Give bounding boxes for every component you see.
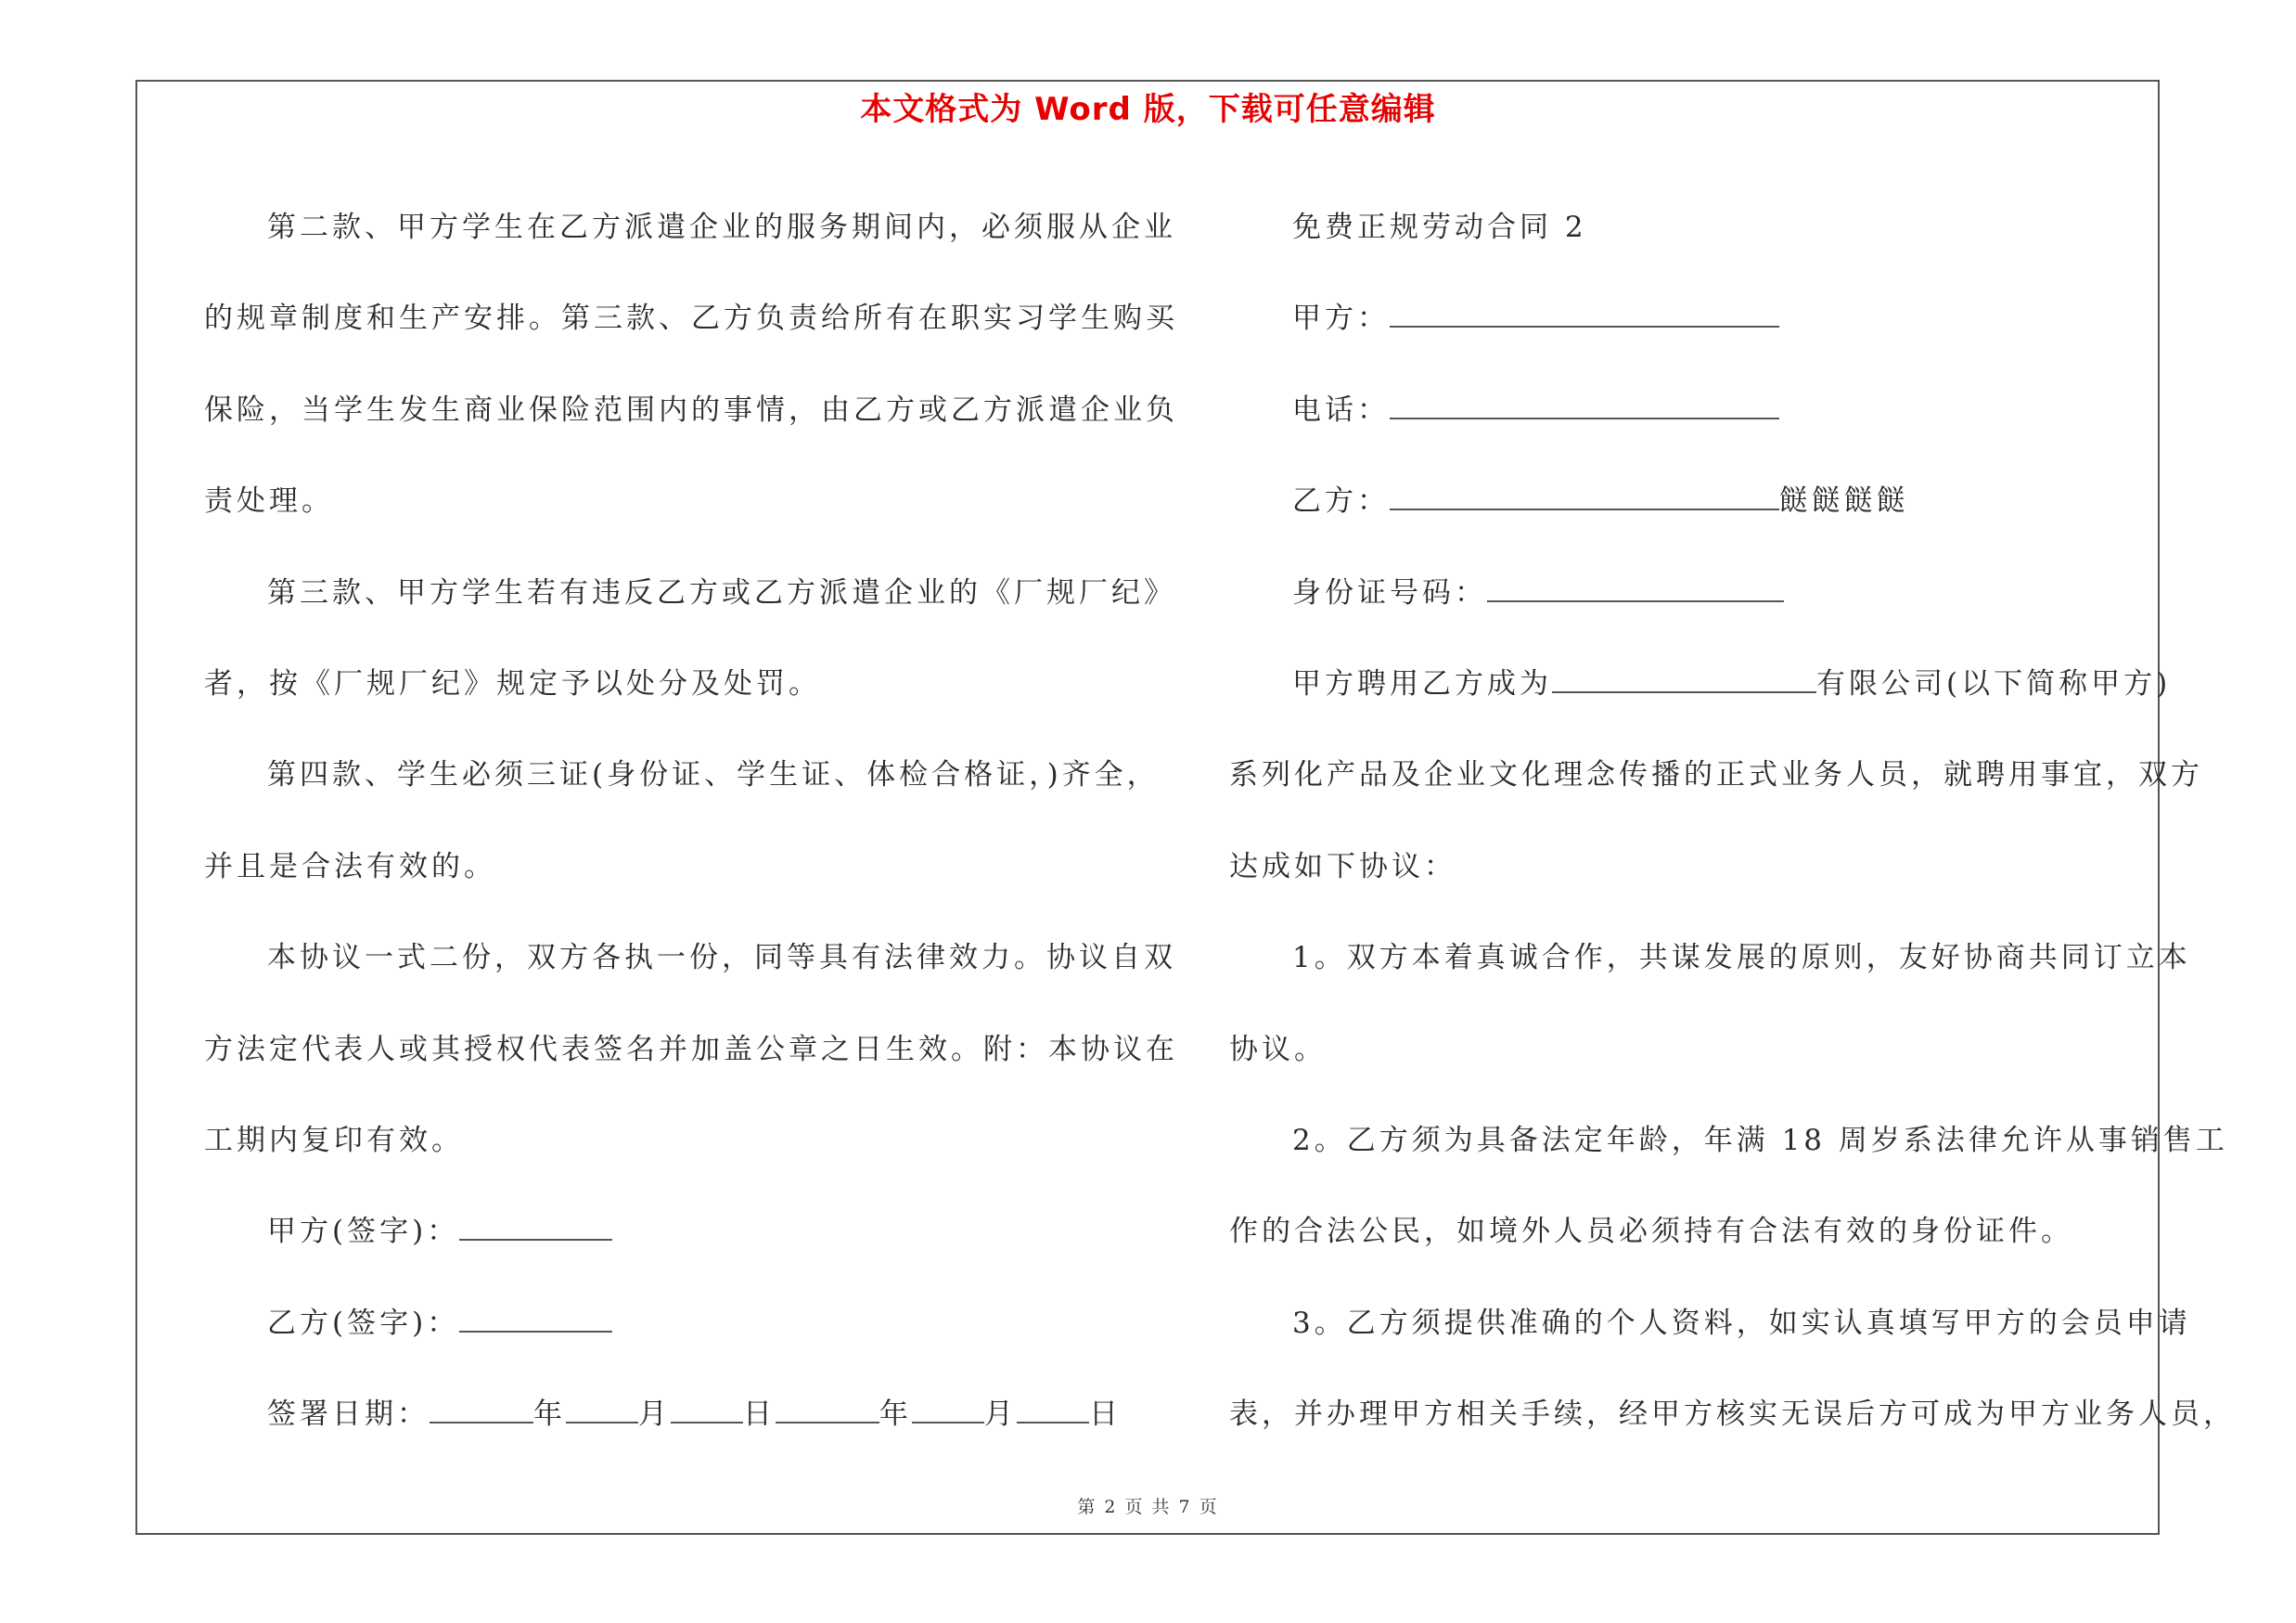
- page-number: 第 2 页 共 7 页: [1077, 1497, 1219, 1517]
- signature-party-b-row: [204, 1278, 1150, 1369]
- date-month-unit: 月: [984, 1398, 1017, 1432]
- date-year-blank: [430, 1403, 533, 1423]
- date-day-unit: 日: [743, 1398, 776, 1432]
- phone-blank: [1390, 399, 1779, 419]
- text-line: 第三款、甲方学生若有违反乙方或乙方派遣企业的《厂规厂纪》: [267, 575, 1176, 610]
- date-month-unit: 月: [638, 1398, 671, 1432]
- party-b-blank: [1390, 490, 1779, 510]
- hire-row: [1229, 638, 2172, 729]
- text-line: 表，并办理甲方相关手续，经甲方核实无误后方可成为甲方业务人员，: [1229, 1398, 2236, 1432]
- text-line: 作的合法公民，如境外人员必须持有合法有效的身份证件。: [1229, 1215, 2073, 1249]
- date-day-unit: 日: [1089, 1398, 1122, 1432]
- text-line: 第二款、甲方学生在乙方派遣企业的服务期间内，必须服从企业: [267, 211, 1176, 244]
- party-b-label: 乙方：: [1292, 484, 1390, 519]
- text-line: 协议。: [1229, 1032, 1327, 1066]
- hire-prefix: 甲方聘用乙方成为: [1292, 667, 1552, 702]
- signature-party-a-blank: [459, 1220, 612, 1241]
- text-line: 达成如下协议：: [1229, 849, 1456, 883]
- signature-party-a-row: [204, 1186, 1150, 1277]
- right-column: [1229, 182, 2236, 1461]
- text-line: 者，按《厂规厂纪》规定予以处分及处罚。: [204, 667, 821, 702]
- date-year-unit: 年: [879, 1398, 912, 1432]
- phone-label: 电话：: [1292, 393, 1390, 427]
- date-month-blank: [566, 1403, 638, 1423]
- text-line: 1。双方本着真诚合作，共谋发展的原则，友好协商共同订立本: [1292, 941, 2191, 975]
- party-b-suffix: 餸餸餸餸: [1779, 484, 1909, 519]
- phone-row: [1229, 365, 2157, 456]
- party-a-blank: [1390, 307, 1779, 328]
- id-number-row: [1229, 547, 2157, 638]
- text-line: 保险，当学生发生商业保险范围内的事情，由乙方或乙方派遣企业负: [204, 393, 1178, 427]
- text-line: 2。乙方须为具备法定年龄，年满 18 周岁系法律允许从事销售工: [1292, 1124, 2228, 1158]
- text-line: 3。乙方须提供准确的个人资料，如实认真填写甲方的会员申请: [1292, 1306, 2191, 1340]
- signature-party-b-blank: [459, 1312, 612, 1333]
- date-year-unit: 年: [533, 1398, 566, 1432]
- contract-title: 免费正规劳动合同 2: [1292, 211, 1587, 244]
- id-number-blank: [1487, 582, 1784, 602]
- company-name-blank: [1552, 673, 1816, 693]
- text-line: 并且是合法有效的。: [204, 849, 496, 883]
- text-line: 工期内复印有效。: [204, 1124, 464, 1158]
- banner-notice: 本文格式为 Word 版，下载可任意编辑: [860, 91, 1436, 128]
- date-month-blank: [912, 1403, 984, 1423]
- signature-party-a-label: 甲方(签字)：: [267, 1215, 460, 1249]
- date-year-blank: [776, 1403, 879, 1423]
- hire-suffix: 有限公司(以下简称甲方): [1816, 667, 2172, 702]
- left-column: [204, 182, 1178, 1461]
- text-line: 系列化产品及企业文化理念传播的正式业务人员，就聘用事宜，双方: [1229, 758, 2203, 792]
- text-line: 方法定代表人或其授权代表签名并加盖公章之日生效。附：本协议在: [204, 1032, 1178, 1066]
- text-line: 第四款、学生必须三证(身份证、学生证、体检合格证，)齐全，: [267, 758, 1160, 792]
- sign-date-label: 签署日期：: [267, 1398, 430, 1432]
- text-line: 本协议一式二份，双方各执一份，同等具有法律效力。协议自双: [267, 941, 1176, 975]
- signature-party-b-label: 乙方(签字)：: [267, 1306, 460, 1340]
- party-a-row: [1229, 273, 2157, 364]
- party-a-label: 甲方：: [1292, 302, 1390, 336]
- date-day-blank: [671, 1403, 743, 1423]
- party-b-row: [1229, 456, 2157, 547]
- date-day-blank: [1017, 1403, 1089, 1423]
- text-line: 的规章制度和生产安排。第三款、乙方负责给所有在职实习学生购买: [204, 302, 1178, 336]
- id-number-label: 身份证号码：: [1292, 575, 1487, 610]
- sign-date-row: [204, 1369, 1150, 1460]
- text-line: 责处理。: [204, 484, 334, 519]
